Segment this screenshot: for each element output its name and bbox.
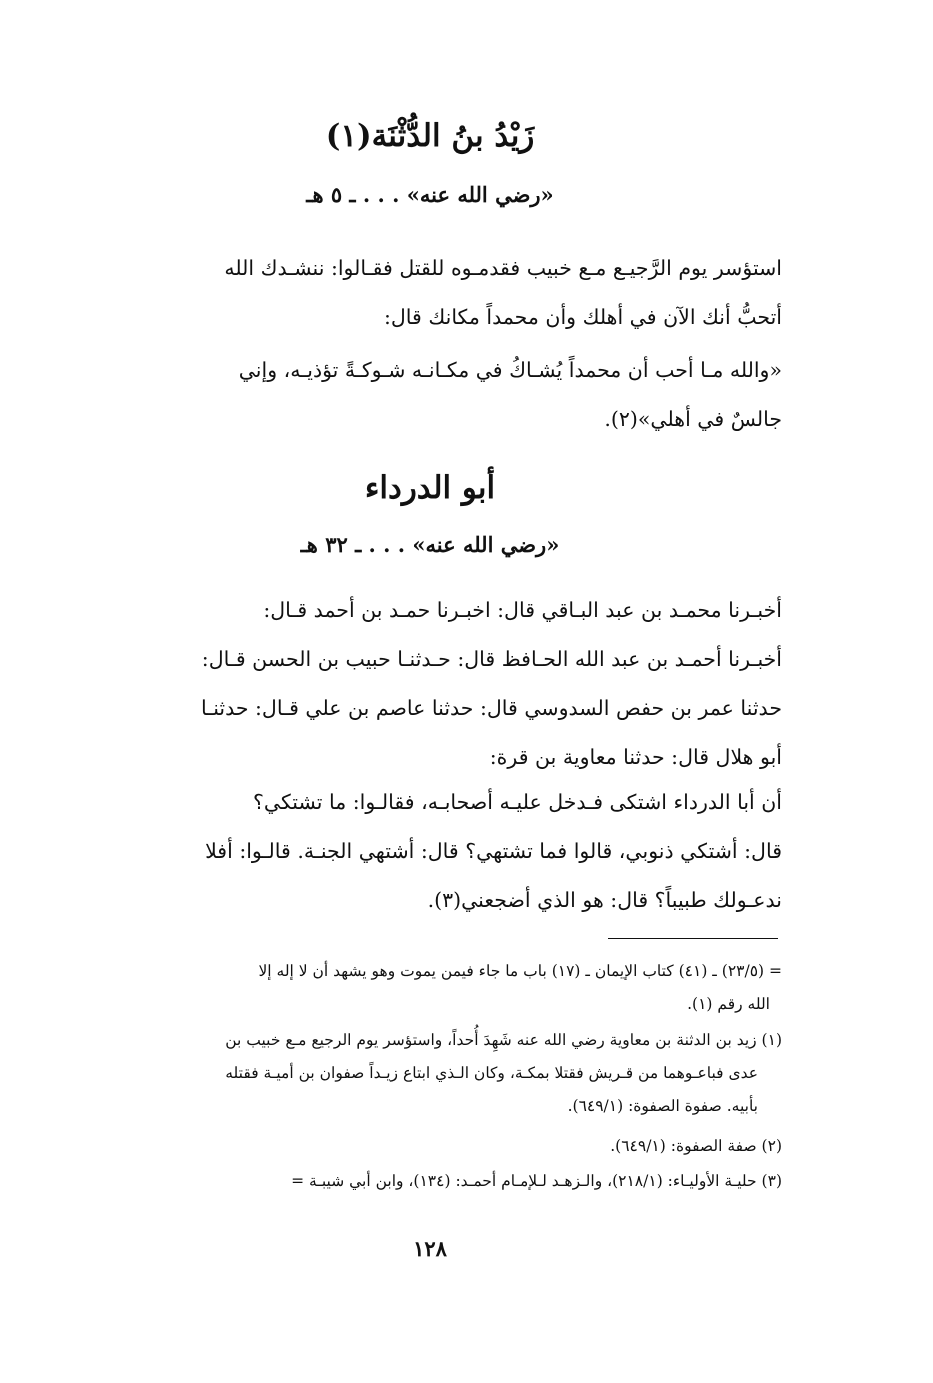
section-title-zayd: زَيْدُ بنُ الدُّثْنَة(١) bbox=[325, 118, 535, 154]
text-line: جالسٌ في أهلي»(٢). bbox=[604, 407, 782, 431]
text-line: أبو هلال قال: حدثنا معاوية بن قرة: bbox=[489, 745, 782, 769]
text-line: استؤسر يوم الرَّجيـع مـع خبيب فقدمـوه للقتل فقـالوا: ننشـدك الله bbox=[224, 256, 782, 280]
footnote-line: (٣) حليـة الأوليـاء: (٢١٨/١)، والـزهـد لـلإمـام أحمـد: (١٣٤)، وابن أبي شيبـة = bbox=[291, 1172, 782, 1190]
text-line: «والله مـا أحب أن محمداً يُشـاكُ في مكـانـه شـوكـةً تؤذيـه، وإني bbox=[238, 358, 782, 382]
text-line: ندعـولك طبيباً؟ قال: هو الذي أضجعني(٣). bbox=[427, 888, 782, 912]
section-title-abu-darda: أبو الدرداء bbox=[364, 470, 496, 506]
paragraph-abu-darda-isnad bbox=[78, 586, 782, 782]
footnote-line: (١) زيد بن الدثنة بن معاوية رضي الله عنه شَهِدَ أُحداً، واستؤسر يوم الرجيع مـع خبيب بن bbox=[225, 1031, 782, 1049]
paragraph-zayd-quote bbox=[78, 346, 782, 444]
text-line: حدثنا عمر بن حفص السدوسي قال: حدثنا عاصم بن علي قـال: حدثنـا bbox=[200, 696, 782, 720]
footnote-line: الله رقم (١). bbox=[687, 995, 770, 1013]
paragraph-abu-darda-narration bbox=[78, 778, 782, 925]
page-number: ١٢٨ bbox=[413, 1236, 447, 1261]
footnote-line: = (٢٣/٥) ـ (٤١) كتاب الإيمان ـ (١٧) باب ما جاء فيمن يموت وهو يشهد أن لا إله إلا bbox=[258, 962, 782, 980]
text-line: أخبـرنا محمـد بن عبد البـاقي قال: اخبـرنا حمـد بن أحمد قـال: bbox=[263, 598, 782, 622]
text-line: أن أبا الدرداء اشتكى فـدخل عليـه أصحابـه، فقالـوا: ما تشتكي؟ bbox=[253, 790, 782, 814]
text-line: قال: أشتكي ذنوبي، قالوا فما تشتهي؟ قال: أشتهي الجنـة. قالـوا: أفلا bbox=[205, 839, 782, 863]
text-line: أتحبُّ أنك الآن في أهلك وأن محمداً مكانك قال: bbox=[383, 305, 782, 329]
footnote-line: عدى فباعـوهما من قـريش فقتلا بمكـة، وكان الـذي ابتاع زيـداً صفوان بن أميـة فقتله bbox=[225, 1064, 758, 1082]
footnote-separator bbox=[608, 938, 778, 939]
text-line: أخبـرنا أحمـد بن عبد الله الحـافظ قال: حـدثنـا حبيب بن الحسن قـال: bbox=[201, 647, 782, 671]
section-subtitle-zayd: «رضي الله عنه» . . . ـ ٥ هـ bbox=[306, 182, 554, 207]
section-subtitle-abu-darda: «رضي الله عنه» . . . ـ ٣٢ هـ bbox=[300, 532, 560, 557]
paragraph-zayd-intro bbox=[78, 244, 782, 342]
footnote-line: (٢) صفة الصفوة: (٦٤٩/١). bbox=[610, 1137, 782, 1155]
footnote-line: بأبيه. صفوة الصفوة: (٦٤٩/١). bbox=[567, 1097, 758, 1115]
